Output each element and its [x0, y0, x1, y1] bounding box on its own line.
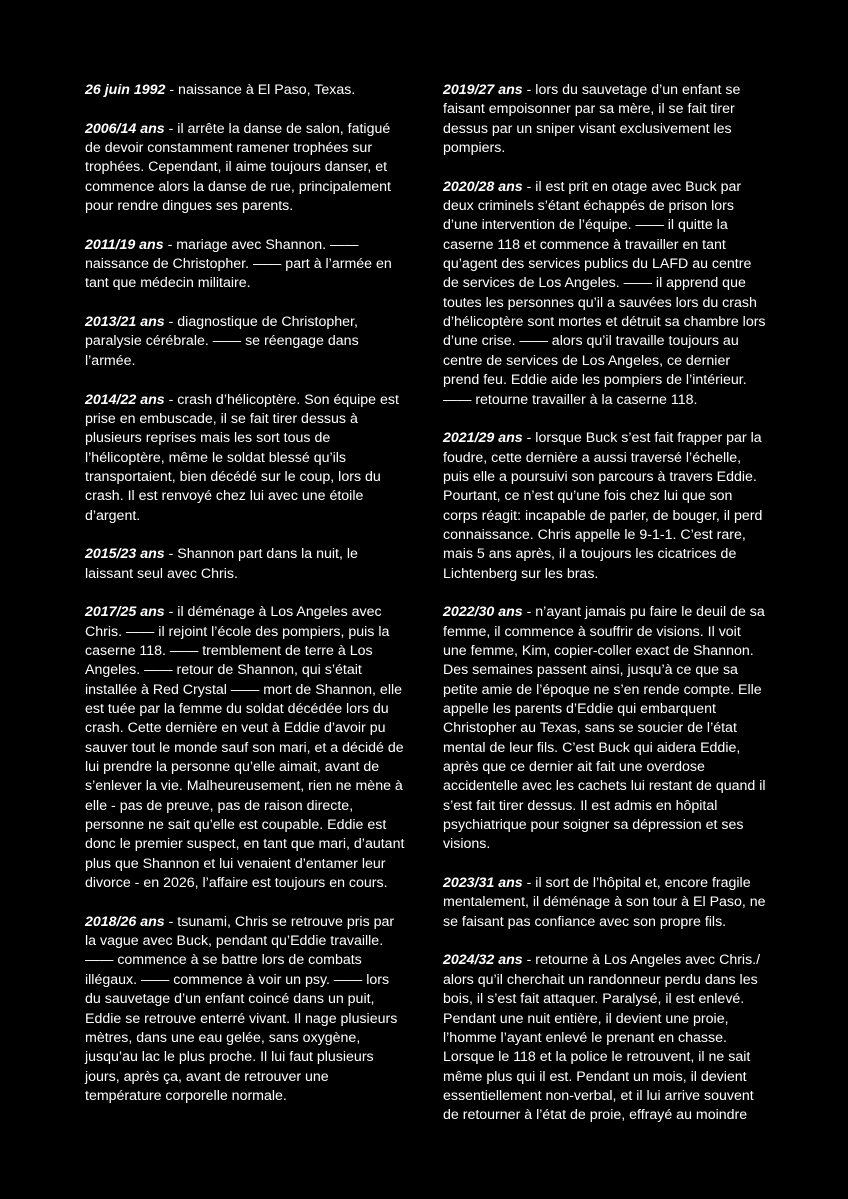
entry-date: 2013/21 ans [85, 314, 165, 331]
timeline-entry [85, 120, 407, 217]
timeline-entry [443, 951, 768, 1125]
timeline-entry [443, 874, 768, 932]
entry-date: 2006/14 ans [85, 120, 165, 137]
entry-date: 2021/29 ans [443, 430, 523, 447]
entry-text: - mariage avec Shannon. —— naissance de Christopher. —— part à l’armée en tant que médecin militaire. [85, 236, 392, 292]
entry-date: 2014/22 ans [85, 391, 165, 408]
entry-text: - tsunami, Chris se retrouve pris par la vague avec Buck, pendant qu’Eddie travaille. —— commence à se battre lors de combats illégaux. —— commence à voir un psy. —— lors du sauvetage d’un enfant coincé dans un puit, Eddie se retrouve enterré vivant. Il nage plusieurs mètres, dans une eau gelée, sans oxygène, jusqu’au lac le plus proche. Il lui faut plusieurs jours, après ça, avant de retrouver une température corporelle normale. [85, 913, 398, 1104]
timeline-entry [85, 236, 407, 294]
timeline-entry [443, 81, 768, 158]
left-column [85, 81, 407, 1126]
entry-text: - il déménage à Los Angeles avec Chris. —— il rejoint l’école des pompiers, puis la caserne 118. —— tremblement de terre à Los Angeles. —— retour de Shannon, qui s’était installée à Red Crystal —— mort de Shannon, elle est tuée par la femme du soldat décédée lors du crash. Cette dernière en veut à Eddie d’avoir pu sauver tout le monde sauf son mari, et a décidé de lui prendre la personne qu’elle aimait, avant de s’enlever la vie. Malheureusement, rien ne mène à elle - pas de preuve, pas de raison directe, personne ne sait qu’elle est coupable. Eddie est donc le premier suspect, en tant que mari, d’autant plus que Shannon et lui venaient d’entamer leur divorce - en 2026, l’affaire est toujours en cours. [85, 604, 405, 892]
entry-text: - diagnostique de Christopher, paralysie cérébrale. —— se réengage dans l’armée. [85, 314, 359, 369]
timeline-entry [85, 603, 407, 893]
entry-date: 2011/19 ans [85, 236, 164, 253]
timeline-entry [85, 313, 407, 371]
entry-date: 2022/30 ans [443, 604, 523, 621]
entry-text: - il sort de l’hôpital et, encore fragile mentalement, il déménage à son tour à El Paso, ne se faisant pas confiance avec son propre fils. [443, 875, 766, 930]
entry-text: - crash d’hélicoptère. Son équipe est prise en embuscade, il se fait tirer dessus à plusieurs reprises mais les sort tous de l’hélicoptère, même le soldat blessé qu’ils transportaient, bien décédé sur le coup, lors du crash. Il est renvoyé chez lui avec une étoile d’argent. [85, 391, 399, 524]
timeline-entry [85, 913, 407, 1106]
entry-text: - lorsque Buck s’est fait frapper par la foudre, cette dernière a aussi traversé l’échelle, puis elle a poursuivi son parcours à travers Eddie. Pourtant, ce n’est qu’une fois chez lui que son corps réagit: incapable de parler, de bouger, il perd connaissance. Chris appelle le 9-1-1. C’est rare, mais 5 ans après, il a toujours les cicatrices de Lichtenberg sur les bras. [443, 430, 763, 582]
timeline-entry [85, 391, 407, 526]
entry-date: 2019/27 ans [443, 82, 523, 98]
entry-date: 2017/25 ans [85, 604, 165, 621]
entry-text: - n’ayant jamais pu faire le deuil de sa femme, il commence à souffrir de visions. Il voit une femme, Kim, copier-coller exact de Shannon. Des semaines passent ainsi, jusqu’à ce que sa petite amie de l’époque ne s’en rende compte. Elle appelle les parents d’Eddie qui embarquent Christopher au Texas, sans se soucier de l’état mental de leur fils. C’est Buck qui aidera Eddie, après que ce dernier ait fait une overdose accidentelle avec les cachets lui restant de quand il s’est fait tirer dessus. Il est admis en hôpital psychiatrique pour soigner sa dépression et ses visions. [443, 604, 766, 853]
entry-date: 2015/23 ans [85, 546, 165, 563]
timeline-entry [85, 545, 407, 584]
entry-text: - retourne à Los Angeles avec Chris./ alors qu’il cherchait un randonneur perdu dans les bois, il s’est fait attaquer. Paralysé, il est enlevé. Pendant une nuit entière, il devient une proie, l’homme l’ayant enlevé le prenant en chasse. Lorsque le 118 et la police le retrouvent, il ne sait même plus qui il est. Pendant un mois, il devient essentiellement non-verbal, et il lui arrive souvent de retourner à l’état de proie, effrayé au moindre [443, 952, 761, 1124]
right-column [443, 81, 768, 1145]
entry-date: 2024/32 ans [443, 952, 523, 969]
entry-text: - il arrête la danse de salon, fatigué de devoir constamment ramener trophées sur trophées. Cependant, il aime toujours danser, et commence alors la danse de rue, principalement pour rendre dingues ses parents. [85, 120, 391, 215]
timeline-entry [443, 603, 768, 854]
entry-text: - il est prit en otage avec Buck par deux criminels s’étant échappés de prison lors d’une intervention de l’équipe. —— il quitte la caserne 118 et commence à travailler en tant qu’agent des services publics du LAFD au centre de services de Los Angeles. —— il apprend que toutes les personnes qu’il a sauvées lors du crash d’hélicoptère sont mortes et détruit sa chambre lors d’une crise. —— alors qu’il travaille toujours au centre de services de Los Angeles, ce dernier prend feu. Eddie aide les pompiers de l’intérieur. —— retourne travailler à la caserne 118. [443, 178, 766, 408]
entry-date: 2020/28 ans [443, 178, 523, 195]
entry-date: 2023/31 ans [443, 875, 523, 892]
entry-date: 2018/26 ans [85, 913, 165, 930]
timeline-entry [85, 81, 407, 100]
entry-date: 26 juin 1992 [85, 82, 166, 98]
timeline-entry [443, 429, 768, 584]
entry-text: - Shannon part dans la nuit, le laissant seul avec Chris. [85, 546, 358, 582]
timeline-entry [443, 178, 768, 410]
entry-text: - lors du sauvetage d’un enfant se faisant empoisonner par sa mère, il se fait tirer dessus par un sniper visant exclusivement les pompiers. [443, 82, 741, 157]
entry-text: - naissance à El Paso, Texas. [165, 82, 356, 98]
